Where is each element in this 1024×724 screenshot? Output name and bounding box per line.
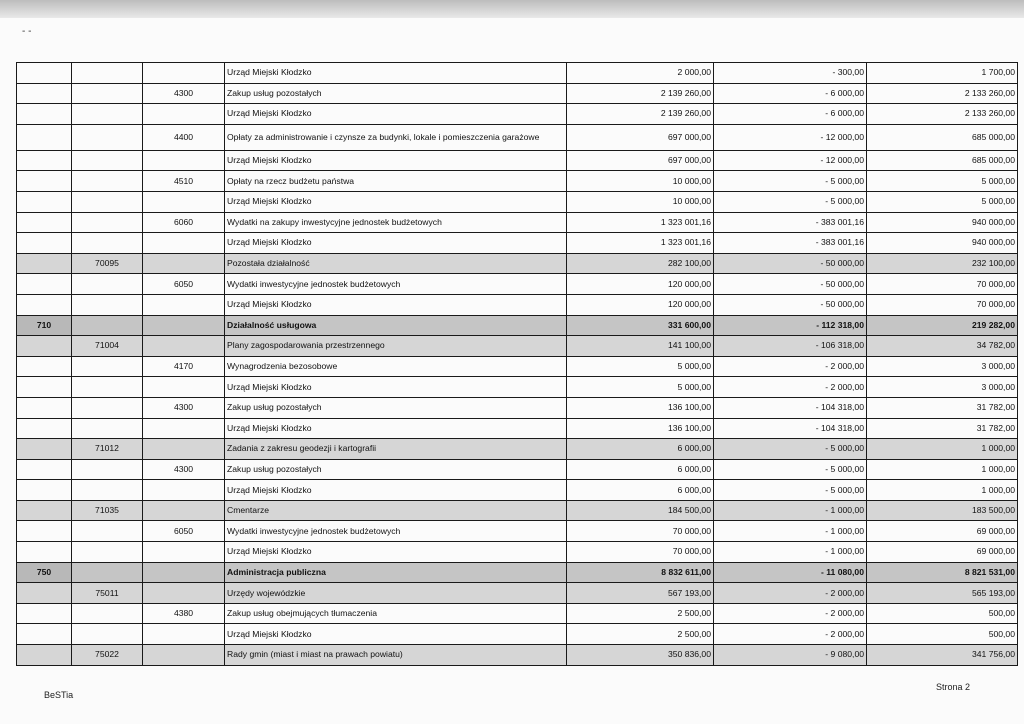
plan-cell: 350 836,00 (567, 645, 714, 666)
after-change-cell: 940 000,00 (867, 233, 1018, 254)
paragraph-cell (143, 336, 225, 357)
name-cell: Urząd Miejski Kłodzko (225, 624, 567, 645)
name-cell: Wydatki inwestycyjne jednostek budżetowych (225, 274, 567, 295)
name-cell: Zakup usług pozostałych (225, 83, 567, 104)
rozdzial-cell: 70095 (72, 253, 143, 274)
plan-cell: 282 100,00 (567, 253, 714, 274)
rozdzial-cell: 71035 (72, 500, 143, 521)
paragraph-cell (143, 480, 225, 501)
name-cell: Opłaty za administrowanie i czynsze za budynki, lokale i pomieszczenia garażowe (225, 124, 567, 150)
after-change-cell: 685 000,00 (867, 124, 1018, 150)
name-cell: Wydatki inwestycyjne jednostek budżetowych (225, 521, 567, 542)
table-row-chap (17, 439, 1018, 460)
name-cell: Urzędy wojewódzkie (225, 583, 567, 604)
change-cell: - 50 000,00 (714, 253, 867, 274)
paragraph-cell (143, 439, 225, 460)
paragraph-cell: 4300 (143, 459, 225, 480)
rozdzial-cell (72, 315, 143, 336)
plan-cell: 184 500,00 (567, 500, 714, 521)
table-row-para (17, 124, 1018, 150)
change-cell: - 383 001,16 (714, 233, 867, 254)
paragraph-cell: 4400 (143, 124, 225, 150)
dzial-cell (17, 583, 72, 604)
paragraph-cell: 6060 (143, 212, 225, 233)
after-change-cell: 341 756,00 (867, 645, 1018, 666)
corner-mark: - - (22, 26, 32, 37)
dzial-cell (17, 418, 72, 439)
after-change-cell: 69 000,00 (867, 521, 1018, 542)
rozdzial-cell (72, 294, 143, 315)
after-change-cell: 1 700,00 (867, 63, 1018, 84)
after-change-cell: 31 782,00 (867, 397, 1018, 418)
paragraph-cell (143, 150, 225, 171)
table-row-item (17, 104, 1018, 125)
name-cell: Urząd Miejski Kłodzko (225, 191, 567, 212)
change-cell: - 5 000,00 (714, 480, 867, 501)
dzial-cell: 750 (17, 562, 72, 583)
after-change-cell: 685 000,00 (867, 150, 1018, 171)
paragraph-cell (143, 253, 225, 274)
rozdzial-cell (72, 171, 143, 192)
plan-cell: 6 000,00 (567, 439, 714, 460)
name-cell: Wydatki na zakupy inwestycyjne jednostek budżetowych (225, 212, 567, 233)
plan-cell: 331 600,00 (567, 315, 714, 336)
paragraph-cell: 4380 (143, 603, 225, 624)
change-cell: - 112 318,00 (714, 315, 867, 336)
table-row-chap (17, 583, 1018, 604)
footer-page-number: Strona 2 (936, 682, 971, 692)
plan-cell: 697 000,00 (567, 150, 714, 171)
table-row-para (17, 603, 1018, 624)
after-change-cell: 219 282,00 (867, 315, 1018, 336)
name-cell: Zakup usług pozostałych (225, 397, 567, 418)
paragraph-cell (143, 583, 225, 604)
plan-cell: 2 500,00 (567, 624, 714, 645)
after-change-cell: 5 000,00 (867, 171, 1018, 192)
paragraph-cell (143, 315, 225, 336)
rozdzial-cell (72, 603, 143, 624)
footer-left: BeSTia (44, 690, 74, 700)
plan-cell: 136 100,00 (567, 397, 714, 418)
name-cell: Wynagrodzenia bezosobowe (225, 356, 567, 377)
after-change-cell: 69 000,00 (867, 542, 1018, 563)
change-cell: - 104 318,00 (714, 418, 867, 439)
rozdzial-cell (72, 480, 143, 501)
change-cell: - 383 001,16 (714, 212, 867, 233)
change-cell: - 300,00 (714, 63, 867, 84)
dzial-cell (17, 542, 72, 563)
after-change-cell: 31 782,00 (867, 418, 1018, 439)
after-change-cell: 8 821 531,00 (867, 562, 1018, 583)
dzial-cell (17, 521, 72, 542)
table-row-item (17, 377, 1018, 398)
paragraph-cell: 4300 (143, 83, 225, 104)
paragraph-cell: 4170 (143, 356, 225, 377)
change-cell: - 5 000,00 (714, 459, 867, 480)
dzial-cell (17, 124, 72, 150)
table-row-para (17, 521, 1018, 542)
after-change-cell: 1 000,00 (867, 439, 1018, 460)
plan-cell: 10 000,00 (567, 191, 714, 212)
table-row-dept (17, 562, 1018, 583)
dzial-cell (17, 294, 72, 315)
name-cell: Urząd Miejski Kłodzko (225, 233, 567, 254)
change-cell: - 2 000,00 (714, 377, 867, 398)
name-cell: Rady gmin (miast i miast na prawach powiatu) (225, 645, 567, 666)
after-change-cell: 70 000,00 (867, 294, 1018, 315)
paragraph-cell (143, 233, 225, 254)
table-row-para (17, 274, 1018, 295)
table-row-item (17, 624, 1018, 645)
dzial-cell (17, 603, 72, 624)
rozdzial-cell (72, 356, 143, 377)
rozdzial-cell (72, 233, 143, 254)
change-cell: - 5 000,00 (714, 191, 867, 212)
plan-cell: 697 000,00 (567, 124, 714, 150)
plan-cell: 70 000,00 (567, 521, 714, 542)
change-cell: - 12 000,00 (714, 124, 867, 150)
plan-cell: 1 323 001,16 (567, 233, 714, 254)
rozdzial-cell (72, 191, 143, 212)
dzial-cell (17, 397, 72, 418)
dzial-cell (17, 63, 72, 84)
table-row-item (17, 233, 1018, 254)
change-cell: - 106 318,00 (714, 336, 867, 357)
change-cell: - 104 318,00 (714, 397, 867, 418)
dzial-cell (17, 253, 72, 274)
dzial-cell (17, 233, 72, 254)
table-row-item (17, 150, 1018, 171)
rozdzial-cell (72, 150, 143, 171)
after-change-cell: 2 133 260,00 (867, 83, 1018, 104)
paragraph-cell (143, 645, 225, 666)
rozdzial-cell (72, 83, 143, 104)
dzial-cell (17, 439, 72, 460)
name-cell: Cmentarze (225, 500, 567, 521)
plan-cell: 2 139 260,00 (567, 104, 714, 125)
dzial-cell (17, 104, 72, 125)
budget-table (16, 62, 1018, 666)
after-change-cell: 70 000,00 (867, 274, 1018, 295)
table-row-chap (17, 500, 1018, 521)
table-row-para (17, 356, 1018, 377)
after-change-cell: 34 782,00 (867, 336, 1018, 357)
table-row-chap (17, 645, 1018, 666)
rozdzial-cell (72, 418, 143, 439)
table-row-dept (17, 315, 1018, 336)
table-row-para (17, 459, 1018, 480)
name-cell: Zakup usług pozostałych (225, 459, 567, 480)
paragraph-cell: 4300 (143, 397, 225, 418)
after-change-cell: 2 133 260,00 (867, 104, 1018, 125)
after-change-cell: 5 000,00 (867, 191, 1018, 212)
table-row-item (17, 480, 1018, 501)
rozdzial-cell (72, 397, 143, 418)
dzial-cell (17, 500, 72, 521)
rozdzial-cell (72, 542, 143, 563)
rozdzial-cell: 75011 (72, 583, 143, 604)
rozdzial-cell (72, 212, 143, 233)
dzial-cell (17, 377, 72, 398)
dzial-cell (17, 171, 72, 192)
dzial-cell (17, 624, 72, 645)
change-cell: - 11 080,00 (714, 562, 867, 583)
table-row-item (17, 294, 1018, 315)
paragraph-cell (143, 562, 225, 583)
dzial-cell (17, 645, 72, 666)
table-row-para (17, 397, 1018, 418)
rozdzial-cell: 75022 (72, 645, 143, 666)
plan-cell: 6 000,00 (567, 480, 714, 501)
change-cell: - 6 000,00 (714, 104, 867, 125)
change-cell: - 9 080,00 (714, 645, 867, 666)
name-cell: Pozostała działalność (225, 253, 567, 274)
dzial-cell (17, 336, 72, 357)
change-cell: - 1 000,00 (714, 500, 867, 521)
table-row-item (17, 418, 1018, 439)
name-cell: Plany zagospodarowania przestrzennego (225, 336, 567, 357)
plan-cell: 120 000,00 (567, 294, 714, 315)
paragraph-cell (143, 624, 225, 645)
plan-cell: 70 000,00 (567, 542, 714, 563)
table-row-chap (17, 253, 1018, 274)
plan-cell: 1 323 001,16 (567, 212, 714, 233)
rozdzial-cell (72, 562, 143, 583)
table-row-para (17, 212, 1018, 233)
rozdzial-cell: 71004 (72, 336, 143, 357)
dzial-cell (17, 480, 72, 501)
dzial-cell (17, 212, 72, 233)
after-change-cell: 565 193,00 (867, 583, 1018, 604)
plan-cell: 5 000,00 (567, 356, 714, 377)
name-cell: Urząd Miejski Kłodzko (225, 294, 567, 315)
name-cell: Opłaty na rzecz budżetu państwa (225, 171, 567, 192)
change-cell: - 5 000,00 (714, 171, 867, 192)
name-cell: Urząd Miejski Kłodzko (225, 542, 567, 563)
plan-cell: 2 139 260,00 (567, 83, 714, 104)
after-change-cell: 232 100,00 (867, 253, 1018, 274)
after-change-cell: 1 000,00 (867, 459, 1018, 480)
paragraph-cell (143, 191, 225, 212)
name-cell: Urząd Miejski Kłodzko (225, 418, 567, 439)
table-row-para (17, 83, 1018, 104)
after-change-cell: 500,00 (867, 603, 1018, 624)
change-cell: - 2 000,00 (714, 356, 867, 377)
paragraph-cell: 4510 (143, 171, 225, 192)
budget-table-body (17, 63, 1018, 666)
after-change-cell: 500,00 (867, 624, 1018, 645)
plan-cell: 8 832 611,00 (567, 562, 714, 583)
rozdzial-cell: 71012 (72, 439, 143, 460)
paragraph-cell (143, 418, 225, 439)
dzial-cell: 710 (17, 315, 72, 336)
plan-cell: 141 100,00 (567, 336, 714, 357)
name-cell: Urząd Miejski Kłodzko (225, 150, 567, 171)
name-cell: Zadania z zakresu geodezji i kartografii (225, 439, 567, 460)
rozdzial-cell (72, 377, 143, 398)
table-row-para (17, 171, 1018, 192)
paragraph-cell: 6050 (143, 274, 225, 295)
plan-cell: 2 000,00 (567, 63, 714, 84)
change-cell: - 2 000,00 (714, 583, 867, 604)
change-cell: - 5 000,00 (714, 439, 867, 460)
name-cell: Urząd Miejski Kłodzko (225, 480, 567, 501)
change-cell: - 50 000,00 (714, 294, 867, 315)
dzial-cell (17, 274, 72, 295)
rozdzial-cell (72, 104, 143, 125)
change-cell: - 12 000,00 (714, 150, 867, 171)
change-cell: - 2 000,00 (714, 624, 867, 645)
dzial-cell (17, 459, 72, 480)
paragraph-cell (143, 500, 225, 521)
dzial-cell (17, 356, 72, 377)
paragraph-cell (143, 104, 225, 125)
plan-cell: 10 000,00 (567, 171, 714, 192)
paragraph-cell (143, 542, 225, 563)
name-cell: Urząd Miejski Kłodzko (225, 104, 567, 125)
table-row-item (17, 191, 1018, 212)
rozdzial-cell (72, 124, 143, 150)
after-change-cell: 940 000,00 (867, 212, 1018, 233)
change-cell: - 50 000,00 (714, 274, 867, 295)
paragraph-cell: 6050 (143, 521, 225, 542)
paragraph-cell (143, 294, 225, 315)
after-change-cell: 3 000,00 (867, 356, 1018, 377)
scan-top-edge (0, 0, 1024, 18)
table-row-item (17, 63, 1018, 84)
change-cell: - 6 000,00 (714, 83, 867, 104)
after-change-cell: 183 500,00 (867, 500, 1018, 521)
rozdzial-cell (72, 521, 143, 542)
rozdzial-cell (72, 274, 143, 295)
plan-cell: 567 193,00 (567, 583, 714, 604)
change-cell: - 2 000,00 (714, 603, 867, 624)
name-cell: Zakup usług obejmujących tłumaczenia (225, 603, 567, 624)
plan-cell: 136 100,00 (567, 418, 714, 439)
after-change-cell: 1 000,00 (867, 480, 1018, 501)
table-row-chap (17, 336, 1018, 357)
change-cell: - 1 000,00 (714, 542, 867, 563)
rozdzial-cell (72, 624, 143, 645)
rozdzial-cell (72, 459, 143, 480)
plan-cell: 120 000,00 (567, 274, 714, 295)
dzial-cell (17, 150, 72, 171)
plan-cell: 6 000,00 (567, 459, 714, 480)
name-cell: Administracja publiczna (225, 562, 567, 583)
plan-cell: 5 000,00 (567, 377, 714, 398)
name-cell: Działalność usługowa (225, 315, 567, 336)
paragraph-cell (143, 377, 225, 398)
name-cell: Urząd Miejski Kłodzko (225, 63, 567, 84)
rozdzial-cell (72, 63, 143, 84)
plan-cell: 2 500,00 (567, 603, 714, 624)
change-cell: - 1 000,00 (714, 521, 867, 542)
dzial-cell (17, 83, 72, 104)
after-change-cell: 3 000,00 (867, 377, 1018, 398)
table-row-item (17, 542, 1018, 563)
name-cell: Urząd Miejski Kłodzko (225, 377, 567, 398)
dzial-cell (17, 191, 72, 212)
paragraph-cell (143, 63, 225, 84)
